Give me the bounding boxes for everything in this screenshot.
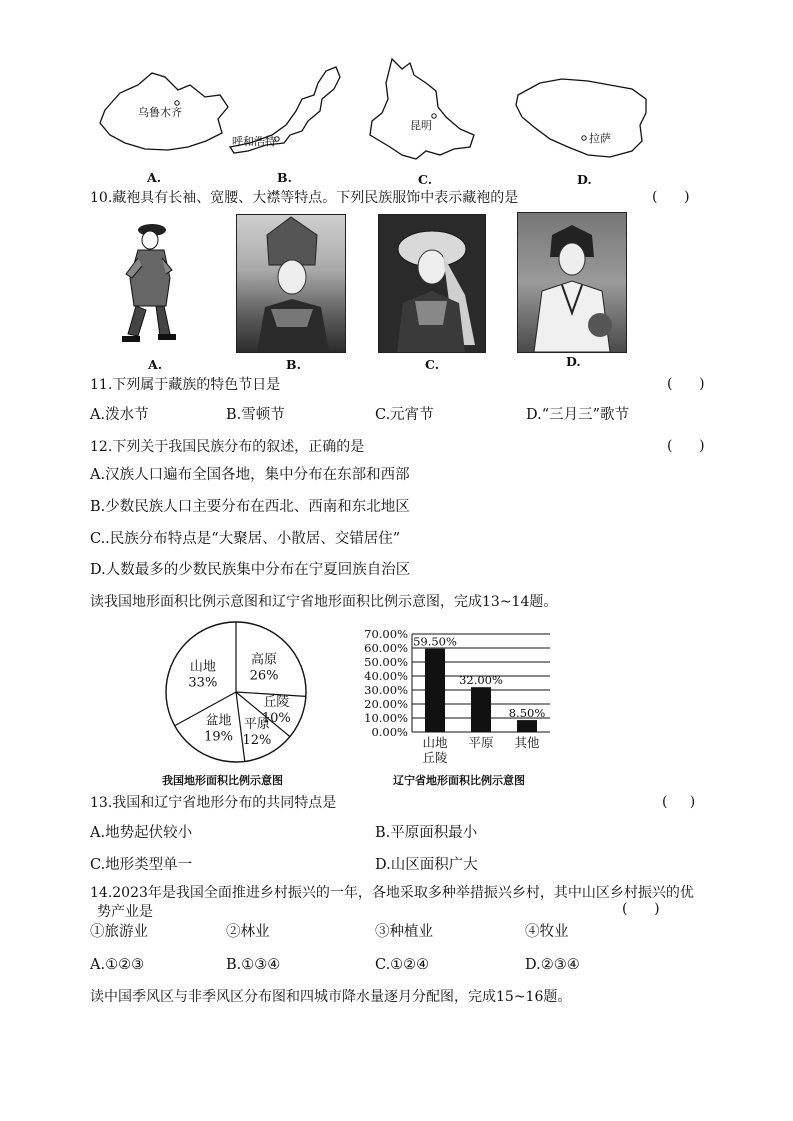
pie-slice-value: 10%	[261, 710, 291, 726]
q11-option-a[interactable]: A.泼水节	[90, 407, 149, 423]
section-intro-15-16: 读中国季风区与非季风区分布图和四城市降水量逐月分配图，完成15~16题。	[90, 989, 572, 1005]
province-maps-figure	[90, 55, 670, 190]
q13-answer-blank[interactable]: ( )	[662, 794, 696, 810]
pie-slice-label: 平原	[243, 717, 270, 733]
bar-chart-caption: 辽宁省地形面积比例示意图	[393, 774, 525, 787]
q14-option-c[interactable]: C.①②④	[375, 957, 430, 973]
bar-x-tick-label: 山地	[422, 735, 448, 750]
q14-answer-blank[interactable]: ( )	[622, 901, 660, 917]
q9-option-b[interactable]: B.	[277, 170, 292, 185]
q12-option-b[interactable]: B.少数民族人口主要分布在西北、西南和东北地区	[90, 499, 410, 515]
bar-y-tick-label: 50.00%	[364, 655, 408, 669]
section-intro-13-14: 读我国地形面积比例示意图和辽宁省地形面积比例示意图，完成13~14题。	[90, 594, 558, 610]
city-label-urumqi: 乌鲁木齐	[138, 106, 182, 119]
q10-option-d[interactable]: D.	[566, 354, 581, 369]
bar-y-tick-label: 60.00%	[364, 641, 408, 655]
q11-option-b[interactable]: B.雪顿节	[226, 407, 285, 423]
bar	[517, 720, 537, 732]
q14-stem-line1: 14.2023年是我国全面推进乡村振兴的一年，各地采取多种举措振兴乡村，其中山区乡村振兴的优	[90, 885, 694, 901]
pie-slice-value: 19%	[204, 729, 233, 745]
q10-stem: 10.藏袍具有长袖、宽腰、大襟等特点。下列民族服饰中表示藏袍的是	[90, 190, 519, 206]
map-xinjiang	[100, 73, 228, 150]
q9-option-a[interactable]: A.	[147, 170, 162, 185]
q13-option-a[interactable]: A.地势起伏较小	[90, 825, 193, 841]
costume-photo-b	[236, 214, 346, 353]
bar-data-label: 59.50%	[413, 634, 457, 649]
pie-slice-value: 26%	[249, 668, 279, 684]
q13-stem: 13.我国和辽宁省地形分布的共同特点是	[90, 795, 337, 811]
pie-slice-value: 33%	[188, 675, 218, 691]
map-inner-mongolia	[230, 67, 340, 153]
costume-figure-a	[108, 218, 188, 350]
bar-y-tick-label: 40.00%	[364, 669, 408, 683]
pie-slice-label: 盆地	[205, 713, 232, 729]
q14-item-1: ①旅游业	[90, 924, 148, 940]
q14-stem-line2: 势产业是	[97, 904, 153, 920]
q11-stem: 11.下列属于藏族的特色节日是	[90, 377, 281, 393]
map-yunnan	[370, 59, 474, 159]
q11-answer-blank[interactable]: ( )	[667, 376, 705, 392]
city-label-kunming: 昆明	[410, 119, 432, 132]
city-label-lhasa: 拉萨	[589, 132, 611, 145]
bar-data-label: 8.50%	[508, 706, 546, 721]
q9-option-c[interactable]: C.	[418, 172, 433, 187]
pie-chart-china-terrain	[160, 616, 310, 764]
q12-answer-blank[interactable]: ( )	[667, 438, 705, 454]
q10-option-c[interactable]: C.	[425, 357, 440, 372]
q9-option-d[interactable]: D.	[577, 172, 592, 187]
q10-option-a[interactable]: A.	[148, 357, 163, 372]
q14-option-d[interactable]: D.②③④	[525, 957, 580, 973]
q11-option-c[interactable]: C.元宵节	[375, 407, 434, 423]
pie-chart-caption: 我国地形面积比例示意图	[162, 774, 283, 787]
q13-option-d[interactable]: D.山区面积广大	[375, 857, 478, 873]
q14-item-4: ④牧业	[525, 924, 569, 940]
map-tibet	[516, 79, 646, 157]
q12-stem: 12.下列关于我国民族分布的叙述，正确的是	[90, 439, 365, 455]
q14-item-3: ③种植业	[375, 924, 433, 940]
pie-slice-label: 高原	[251, 652, 278, 668]
q14-option-a[interactable]: A.①②③	[90, 957, 145, 973]
pie-slice-label: 丘陵	[263, 694, 290, 710]
q12-option-c[interactable]: C..民族分布特点是“大聚居、小散居、交错居住”	[90, 531, 401, 547]
bar-y-tick-label: 10.00%	[364, 711, 408, 725]
q13-option-b[interactable]: B.平原面积最小	[375, 825, 478, 841]
q14-option-b[interactable]: B.①③④	[226, 957, 281, 973]
bar-y-tick-label: 20.00%	[364, 697, 408, 711]
bar-data-label: 32.00%	[459, 673, 503, 688]
bar-x-tick-label: 丘陵	[422, 750, 448, 765]
q10-option-b[interactable]: B.	[286, 357, 301, 372]
bar-x-tick-label: 平原	[468, 735, 494, 750]
q14-item-2: ②林业	[226, 924, 270, 940]
pie-slice-value: 12%	[242, 733, 272, 749]
q11-option-d[interactable]: D.“三月三”歌节	[526, 407, 630, 423]
q12-option-a[interactable]: A.汉族人口遍布全国各地，集中分布在东部和西部	[90, 467, 410, 483]
city-label-hohhot: 呼和浩特	[232, 135, 276, 148]
bar-x-tick-label: 其他	[514, 735, 540, 750]
q13-option-c[interactable]: C.地形类型单一	[90, 857, 193, 873]
q12-option-d[interactable]: D.人数最多的少数民族集中分布在宁夏回族自治区	[90, 562, 411, 578]
bar-y-tick-label: 70.00%	[364, 627, 408, 641]
bar-chart-liaoning-terrain	[360, 624, 570, 766]
bar	[471, 687, 491, 732]
bar-y-tick-label: 0.00%	[371, 725, 408, 739]
pie-slice-label: 山地	[189, 659, 216, 675]
q10-answer-blank[interactable]: ( )	[652, 189, 690, 205]
costume-photo-c	[378, 214, 486, 353]
bar	[425, 649, 445, 732]
costume-photo-d	[517, 212, 627, 353]
bar-y-tick-label: 30.00%	[364, 683, 408, 697]
